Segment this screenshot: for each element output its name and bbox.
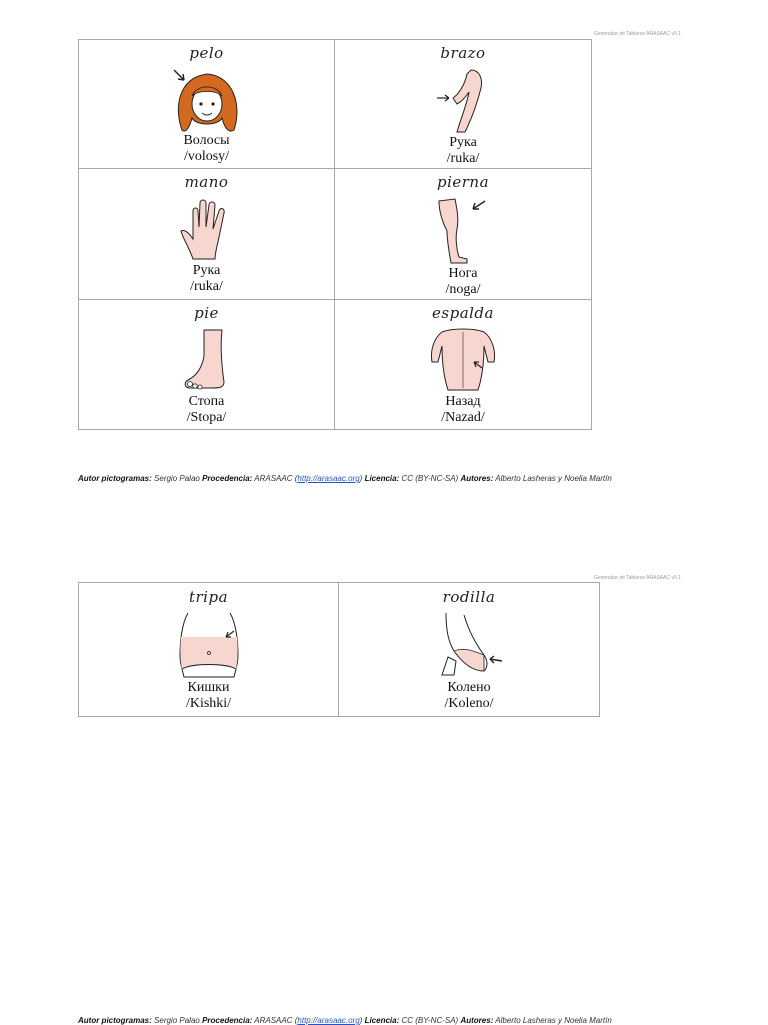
hand-pictogram (179, 197, 235, 261)
cell-russian-word: Рука (449, 135, 477, 150)
author-name: Sergio Palao (154, 474, 200, 483)
cell-transliteration: /Nazad/ (441, 410, 485, 425)
cell-transliteration: /volosy/ (183, 149, 230, 164)
arasaac-link[interactable]: http://arasaac.org (297, 1016, 360, 1025)
foot-pictogram (182, 328, 232, 390)
cell-word: tripa (188, 588, 229, 606)
cell-transliteration: /ruka/ (190, 279, 223, 294)
board-cell-pie (79, 300, 335, 430)
author-label: Autor pictogramas: (78, 474, 152, 483)
cell-word: pelo (189, 44, 224, 62)
arasaac-link[interactable]: http://arasaac.org (297, 474, 360, 483)
board-cell-rodilla (339, 583, 600, 717)
arm-pictogram (433, 68, 493, 136)
board-cell-pelo (79, 40, 335, 169)
cell-russian-word: Нога (448, 266, 478, 281)
belly-pictogram (174, 611, 244, 679)
cell-transliteration: /ruka/ (446, 151, 480, 166)
source-name: ARASAAC ( (254, 474, 298, 483)
cell-word: espalda (432, 304, 494, 322)
license-label: Licencia: (364, 1016, 400, 1025)
cell-russian-word: Назад (445, 394, 481, 409)
board-cell-brazo (335, 40, 592, 169)
source-label: Procedencia: (202, 474, 253, 483)
cell-word: mano (184, 173, 229, 191)
cell-transliteration: /noga/ (445, 282, 481, 297)
pictogram-board-2 (78, 582, 600, 717)
author-name: Sergio Palao (154, 1016, 200, 1025)
cell-russian-word: Рука (192, 263, 221, 278)
cell-word: rodilla (442, 588, 496, 606)
license-value: CC (BY-NC-SA) (401, 1016, 459, 1025)
hair-pictogram (172, 68, 242, 136)
cell-transliteration: /Stopa/ (186, 410, 227, 425)
back-pictogram (428, 328, 498, 392)
board-cell-mano (79, 169, 335, 300)
cell-word: brazo (440, 44, 486, 62)
authors-label: Autores: (460, 1016, 494, 1025)
cell-russian-word: Стопа (188, 394, 225, 409)
generator-label: Generador de Tableros ARASAAC v0.1 (594, 575, 681, 581)
source-label: Procedencia: (202, 1016, 253, 1025)
authors-label: Autores: (460, 474, 494, 483)
cell-russian-word: Волосы (183, 133, 230, 148)
cell-word: pierna (436, 173, 490, 191)
cell-word: pie (194, 304, 219, 322)
author-label: Autor pictogramas: (78, 1016, 152, 1025)
board-cell-tripa (79, 583, 339, 717)
credits-line (78, 474, 612, 483)
license-value: CC (BY-NC-SA) (401, 474, 459, 483)
knee-pictogram (434, 611, 504, 679)
board-cell-pierna (335, 169, 592, 300)
authors-value: Alberto Lasheras y Noelia Martín (495, 474, 612, 483)
cell-transliteration: /Koleno/ (444, 696, 494, 711)
cell-russian-word: Колено (447, 680, 491, 695)
source-end: ) (359, 474, 363, 483)
license-label: Licencia: (364, 474, 400, 483)
leg-pictogram (433, 195, 493, 265)
source-end: ) (359, 1016, 363, 1025)
pictogram-board-1 (78, 39, 592, 430)
cell-russian-word: Кишки (187, 680, 230, 695)
source-name: ARASAAC ( (254, 1016, 298, 1025)
cell-transliteration: /Kishki/ (185, 696, 232, 711)
generator-label: Generador de Tableros ARASAAC v0.1 (594, 31, 681, 37)
authors-value: Alberto Lasheras y Noelia Martín (495, 1016, 612, 1025)
board-cell-espalda (335, 300, 592, 430)
